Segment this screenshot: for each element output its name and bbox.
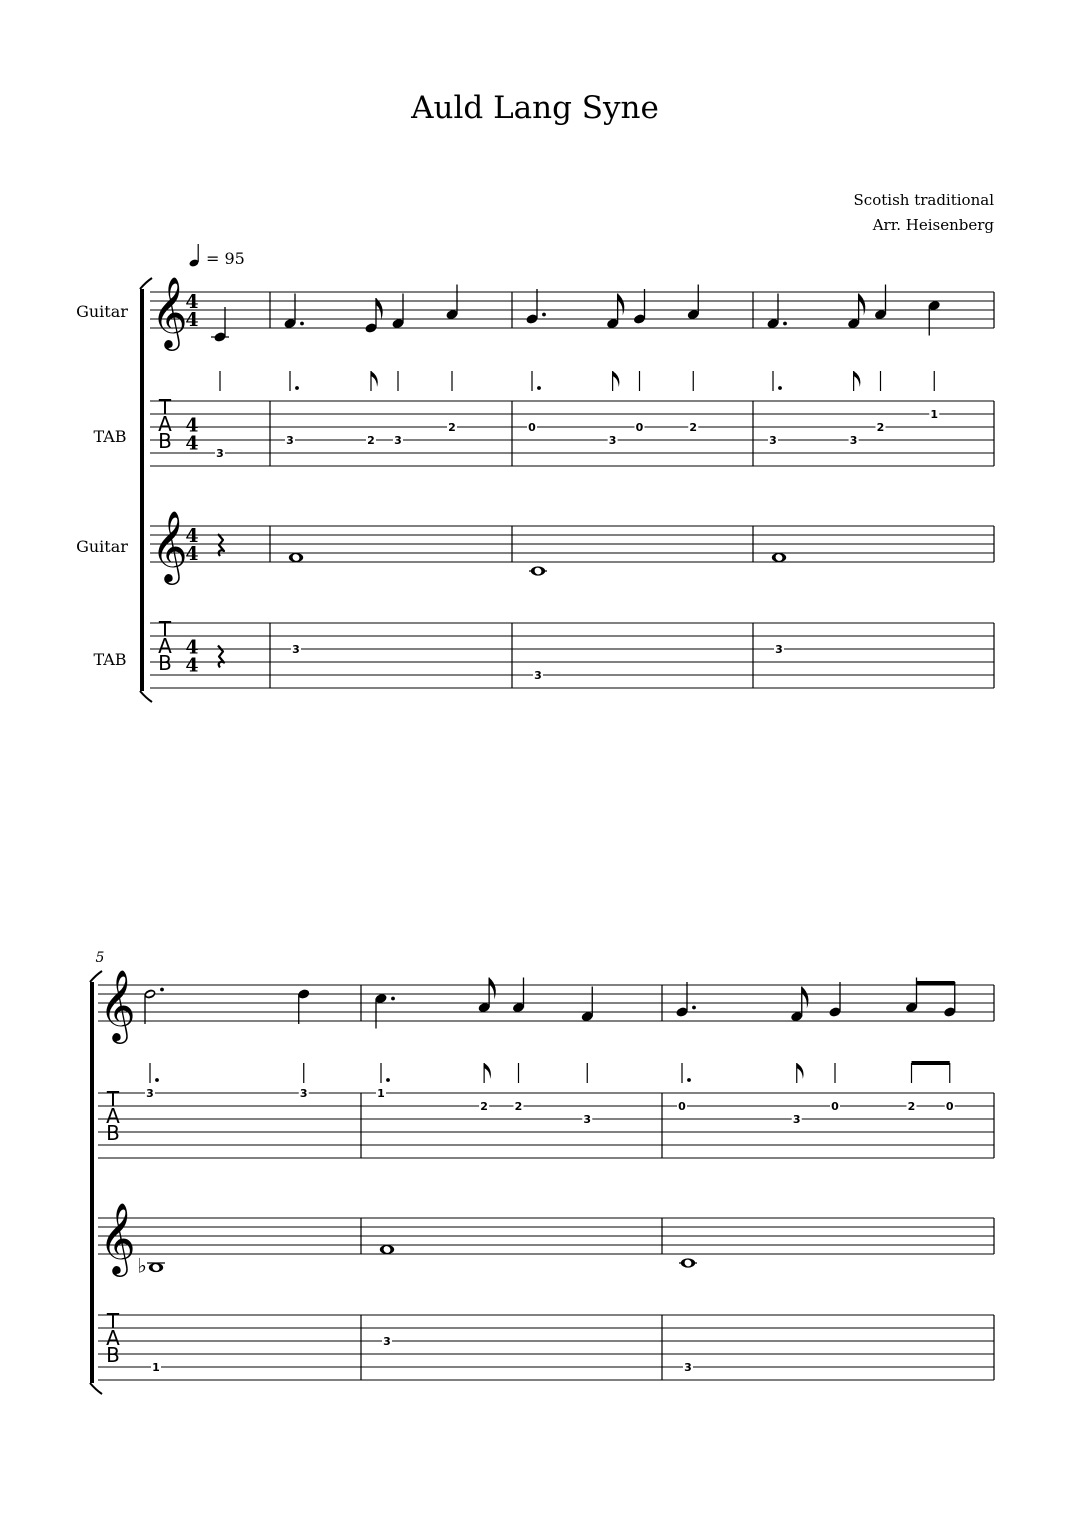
music-system-1 xyxy=(140,275,994,702)
rhythm-flag-icon xyxy=(854,371,861,387)
tab-fret-number: 0 xyxy=(528,421,536,434)
tab-clef-letter: T xyxy=(106,1309,120,1333)
tab-fret-number: 2 xyxy=(367,434,375,447)
tab-fret-number: 2 xyxy=(514,1100,523,1113)
melody-tab-label: TAB xyxy=(93,427,127,446)
rhythm-flag-icon xyxy=(371,371,378,387)
tab-fret-number: 3 xyxy=(394,434,402,447)
tab-clef-letter: T xyxy=(106,1087,120,1111)
bass-tab-label: TAB xyxy=(93,650,127,669)
tab-fret-number: 3 xyxy=(684,1361,692,1374)
tab-fret-number: 3 xyxy=(792,1113,801,1126)
tab-fret-number: 3 xyxy=(299,1087,308,1100)
tab-fret-number: 3 xyxy=(534,669,542,682)
bass-staff-label: Guitar xyxy=(76,537,128,556)
eighth-flag-icon xyxy=(489,978,496,1000)
time-signature-bottom: 4 xyxy=(185,432,199,455)
tab-clef-letter: T xyxy=(158,395,172,419)
melody-staff-label: Guitar xyxy=(76,302,128,321)
augmentation-dot xyxy=(783,322,787,326)
tab-fret-number: 0 xyxy=(945,1100,954,1113)
tab-fret-number: 3 xyxy=(608,434,617,447)
tab-fret-number: 3 xyxy=(292,643,300,656)
rhythm-dot xyxy=(155,1078,159,1082)
time-signature-bottom: 4 xyxy=(185,654,199,677)
tab-clef-letter: A xyxy=(106,1326,120,1350)
time-signature-top: 4 xyxy=(185,291,199,313)
tab-fret-number: 2 xyxy=(876,421,885,434)
time-signature-bottom: 4 xyxy=(185,309,199,331)
tab-fret-number: 3 xyxy=(286,434,294,447)
augmentation-dot xyxy=(542,313,546,317)
tab-fret-number: 2 xyxy=(448,421,456,434)
time-signature-top: 4 xyxy=(185,414,199,437)
tab-fret-number: 1 xyxy=(377,1087,385,1100)
rhythm-dot xyxy=(687,1078,691,1082)
tempo-marking xyxy=(189,244,245,268)
tab-fret-number: 2 xyxy=(480,1100,488,1113)
tab-clef-letter: B xyxy=(106,1343,120,1367)
augmentation-dot xyxy=(692,1006,696,1010)
tab-fret-number: 2 xyxy=(689,421,698,434)
treble-clef-icon: 𝄞 xyxy=(151,509,188,582)
treble-clef-icon: 𝄞 xyxy=(99,968,136,1041)
measure-number: 5 xyxy=(95,950,105,966)
composer-credit: Scotish traditional xyxy=(853,191,994,209)
time-signature-bottom: 4 xyxy=(185,543,199,565)
tab-fret-number: 3 xyxy=(583,1113,592,1126)
tab-clef-letter: B xyxy=(106,1121,120,1145)
tempo-value: = 95 xyxy=(206,249,245,268)
tab-fret-number: 3 xyxy=(775,643,783,656)
augmentation-dot xyxy=(300,322,304,326)
rhythm-dot xyxy=(386,1078,390,1082)
tab-clef-letter: B xyxy=(158,429,172,453)
tab-fret-number: 3 xyxy=(849,434,858,447)
tab-clef-letter: A xyxy=(158,412,172,436)
tab-fret-number: 0 xyxy=(635,421,644,434)
rhythm-flag-icon xyxy=(797,1063,804,1079)
augmentation-dot xyxy=(391,997,395,1001)
rhythm-flag-icon xyxy=(484,1063,491,1079)
augmentation-dot xyxy=(160,988,164,992)
bracket-bottom-hook xyxy=(90,1383,102,1394)
time-signature-top: 4 xyxy=(185,525,199,547)
tab-fret-number: 2 xyxy=(907,1100,916,1113)
bracket-bottom-hook xyxy=(140,691,152,702)
rhythm-dot xyxy=(778,386,782,390)
tab-fret-number: 3 xyxy=(769,434,777,447)
tab-fret-number: 0 xyxy=(831,1100,839,1113)
time-signature-top: 4 xyxy=(185,636,199,659)
eighth-flag-icon xyxy=(618,294,625,316)
tab-fret-number: 0 xyxy=(678,1100,686,1113)
treble-clef-icon: 𝄞 xyxy=(99,1201,136,1274)
tab-fret-number: 3 xyxy=(146,1087,154,1100)
music-system-2 xyxy=(90,950,994,1394)
tab-clef-letter: A xyxy=(158,634,172,658)
staff-labels xyxy=(76,302,128,669)
treble-clef-icon: 𝄞 xyxy=(151,275,188,348)
eighth-flag-icon xyxy=(802,987,809,1009)
tab-clef-letter: B xyxy=(158,651,172,675)
tab-fret-number: 3 xyxy=(216,447,224,460)
eighth-flag-icon xyxy=(859,294,866,316)
arranger-credit: Arr. Heisenberg xyxy=(872,216,994,234)
score-title: Auld Lang Syne xyxy=(411,90,659,126)
tab-clef-letter: T xyxy=(158,617,172,641)
tab-clef-letter: A xyxy=(106,1104,120,1128)
rhythm-dot xyxy=(295,386,299,390)
tab-fret-number: 3 xyxy=(383,1335,391,1348)
rhythm-dot xyxy=(537,386,541,390)
rhythm-flag-icon xyxy=(613,371,620,387)
flat-accidental-icon: ♭ xyxy=(137,1253,147,1278)
tab-fret-number: 1 xyxy=(930,408,939,421)
tab-fret-number: 1 xyxy=(152,1361,160,1374)
